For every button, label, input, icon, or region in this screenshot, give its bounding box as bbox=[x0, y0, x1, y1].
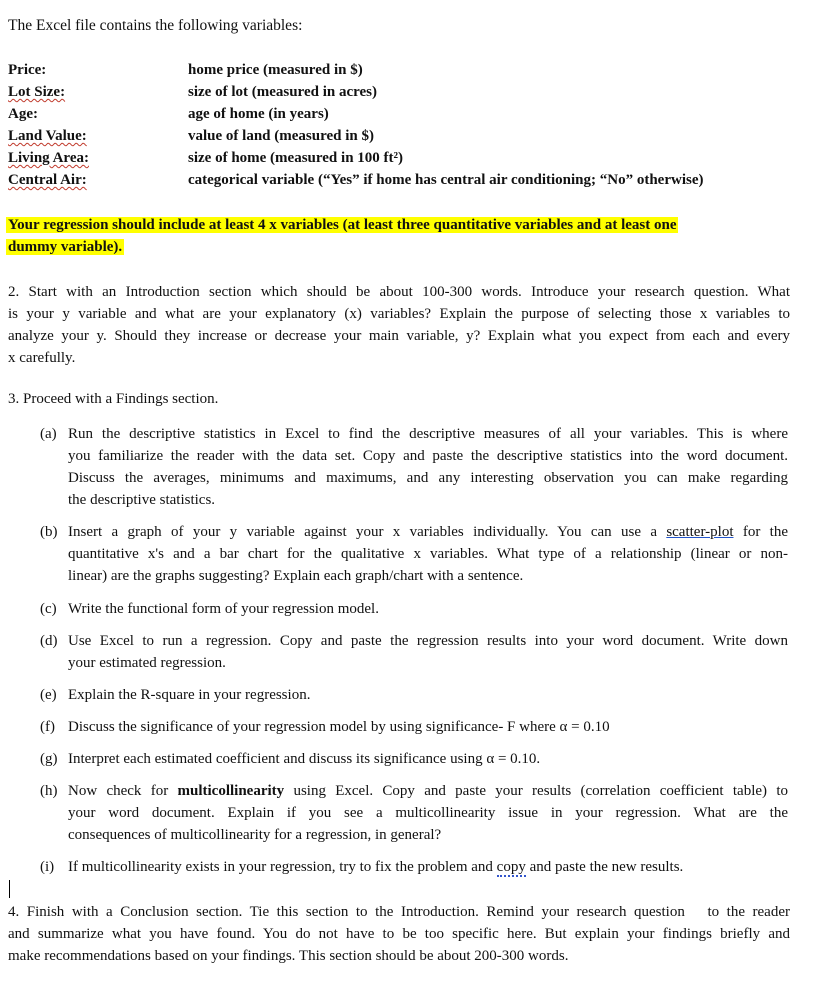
variable-name: Price: bbox=[8, 62, 47, 78]
text-cursor bbox=[9, 880, 10, 898]
highlight-line: dummy variable). bbox=[8, 239, 123, 255]
section-4-conclusion bbox=[8, 901, 790, 967]
paragraph-line: analyze your y. Should they increase or decrease your main variable, y? Explain what you expect from each and every bbox=[8, 328, 790, 344]
variable-row bbox=[8, 106, 798, 128]
variable-desc: size of home (measured in 100 ft²) bbox=[188, 150, 404, 166]
item-label: (g) bbox=[40, 751, 58, 767]
item-text bbox=[68, 630, 788, 674]
item-label: (d) bbox=[40, 633, 58, 649]
item-label: (i) bbox=[40, 859, 55, 875]
item-label: (h) bbox=[40, 783, 58, 799]
item-text bbox=[68, 716, 788, 738]
variable-desc: categorical variable (“Yes” if home has central air conditioning; “No” otherwise) bbox=[188, 172, 704, 188]
item-text bbox=[68, 748, 788, 770]
item-line: Discuss the averages, minimums and maximums, and any interesting observation you can make regarding bbox=[68, 470, 788, 486]
variable-name: Age: bbox=[8, 106, 38, 122]
variable-name: Land Value: bbox=[8, 128, 87, 144]
item-text bbox=[68, 423, 788, 511]
section-2-introduction bbox=[8, 281, 790, 369]
item-line: the descriptive statistics. bbox=[68, 492, 216, 508]
variable-row bbox=[8, 128, 798, 150]
item-line: linear) are the graphs suggesting? Explain each graph/chart with a sentence. bbox=[68, 568, 524, 584]
variable-name: Lot Size: bbox=[8, 84, 66, 100]
variable-row bbox=[8, 150, 798, 172]
item-line: Explain the R-square in your regression. bbox=[68, 687, 311, 703]
emphasis: scatter-plot bbox=[666, 524, 734, 540]
item-line: you familiarize the reader with the data set. Copy and paste the descriptive statistics into the word document. bbox=[68, 448, 788, 464]
highlight-line: Your regression should include at least 4 x variables (at least three quantitative variables and at least one bbox=[8, 217, 677, 233]
variable-row bbox=[8, 62, 798, 84]
item-text bbox=[68, 598, 788, 620]
item-line: Discuss the significance of your regression model by using significance- F where α = 0.10 bbox=[68, 719, 610, 735]
emphasis: multicollinearity bbox=[177, 783, 285, 799]
variable-name: Central Air: bbox=[8, 172, 87, 188]
variable-desc: age of home (in years) bbox=[188, 106, 329, 122]
variable-row bbox=[8, 172, 798, 194]
emphasis: copy bbox=[496, 859, 526, 875]
item-text bbox=[68, 856, 788, 878]
variable-desc: value of land (measured in $) bbox=[188, 128, 374, 144]
intro-text: The Excel file contains the following variables: bbox=[8, 17, 303, 34]
item-text bbox=[68, 684, 788, 706]
paragraph-line: is your y variable and what are your explanatory (x) variables? Explain the purpose of selecting those x variables to bbox=[8, 306, 790, 322]
item-label: (e) bbox=[40, 687, 57, 703]
item-line: Interpret each estimated coefficient and discuss its significance using α = 0.10. bbox=[68, 751, 541, 767]
variable-desc: home price (measured in $) bbox=[188, 62, 363, 78]
item-label: (a) bbox=[40, 426, 57, 442]
paragraph-line: and summarize what you have found. You do not have to be too specific here. But explain your findings briefly and bbox=[8, 926, 790, 942]
item-line: your word document. Explain if you see a multicollinearity issue in your regression. What are the bbox=[68, 805, 788, 821]
item-label: (b) bbox=[40, 524, 58, 540]
variable-row bbox=[8, 84, 798, 106]
item-line: Run the descriptive statistics in Excel to find the descriptive measures of all your variables. This is where bbox=[68, 426, 788, 442]
item-line: Now check for multicollinearity using Excel. Copy and paste your results (correlation coefficient table) to bbox=[68, 783, 788, 799]
item-line: quantitative x's and a bar chart for the qualitative x variables. What type of a relationship (linear or non- bbox=[68, 546, 788, 562]
variable-desc: size of lot (measured in acres) bbox=[188, 84, 377, 100]
item-line: consequences of multicollinearity for a regression, in general? bbox=[68, 827, 442, 843]
paragraph-line: make recommendations based on your findings. This section should be about 200-300 words. bbox=[8, 948, 569, 964]
item-line: Write the functional form of your regression model. bbox=[68, 601, 379, 617]
item-label: (f) bbox=[40, 719, 55, 735]
paragraph-line: x carefully. bbox=[8, 350, 76, 366]
variable-name: Living Area: bbox=[8, 150, 89, 166]
item-line: your estimated regression. bbox=[68, 655, 226, 671]
item-line: If multicollinearity exists in your regression, try to fix the problem and copy and paste the new results. bbox=[68, 859, 684, 875]
paragraph-line: 2. Start with an Introduction section which should be about 100-300 words. Introduce your research question. What bbox=[8, 284, 790, 300]
item-text bbox=[68, 521, 788, 587]
item-label: (c) bbox=[40, 601, 57, 617]
item-text bbox=[68, 780, 788, 846]
paragraph-line: 4. Finish with a Conclusion section. Tie this section to the Introduction. Remind your research question to the reader bbox=[8, 904, 790, 920]
section-3-title: 3. Proceed with a Findings section. bbox=[8, 391, 219, 407]
item-line: Use Excel to run a regression. Copy and paste the regression results into your word document. Write down bbox=[68, 633, 788, 649]
item-line: Insert a graph of your y variable against your x variables individually. You can use a scatter-plot for the bbox=[68, 524, 788, 540]
highlight-note bbox=[6, 214, 796, 258]
